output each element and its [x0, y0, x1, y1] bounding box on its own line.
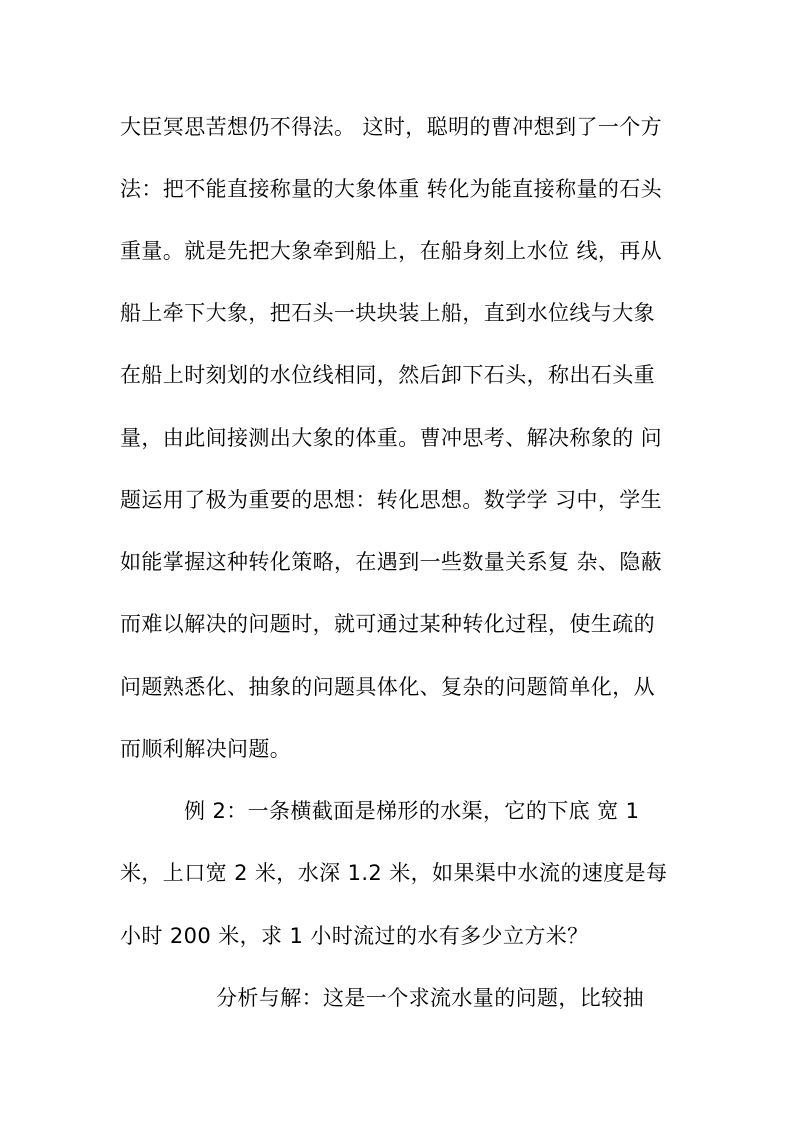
- text-line: 船上牵下大象，把石头一块块装上船，直到水位线与大象: [120, 301, 655, 325]
- text-line: 米，上口宽 2 米，水深 1.2 米，如果渠中水流的速度是每: [120, 861, 668, 885]
- text-line: 而难以解决的问题时，就可通过某种转化过程，使生疏的: [120, 612, 655, 636]
- text-line: 法：把不能直接称量的大象体重 转化为能直接称量的石头: [120, 177, 663, 201]
- text-line: 在船上时刻划的水位线相同，然后卸下石头，称出石头重: [120, 363, 655, 387]
- text-line: 如能掌握这种转化策略，在遇到一些数量关系复 杂、隐蔽: [120, 550, 663, 574]
- text-line: 量，由此间接测出大象的体重。曹冲思考、解决称象的 问: [120, 426, 663, 450]
- text-line: 而顺利解决问题。: [120, 737, 292, 761]
- analysis-heading-line: 分析与解：这是一个求流水量的问题，比较抽: [216, 986, 644, 1010]
- text-line: 重量。就是先把大象牵到船上，在船身刻上水位 线，再从: [120, 239, 663, 263]
- example-heading-line: 例 2：一条横截面是梯形的水渠，它的下底 宽 1: [184, 799, 640, 823]
- text-line: 大臣冥思苦想仍不得法。 这时，聪明的曹冲想到了一个方: [120, 115, 663, 139]
- text-line: 小时 200 米，求 1 小时流过的水有多少立方米？: [120, 924, 589, 948]
- text-line: 题运用了极为重要的思想：转化思想。数学学 习中，学生: [120, 488, 663, 512]
- text-line: 问题熟悉化、抽象的问题具体化、复杂的问题简单化，从: [120, 675, 655, 699]
